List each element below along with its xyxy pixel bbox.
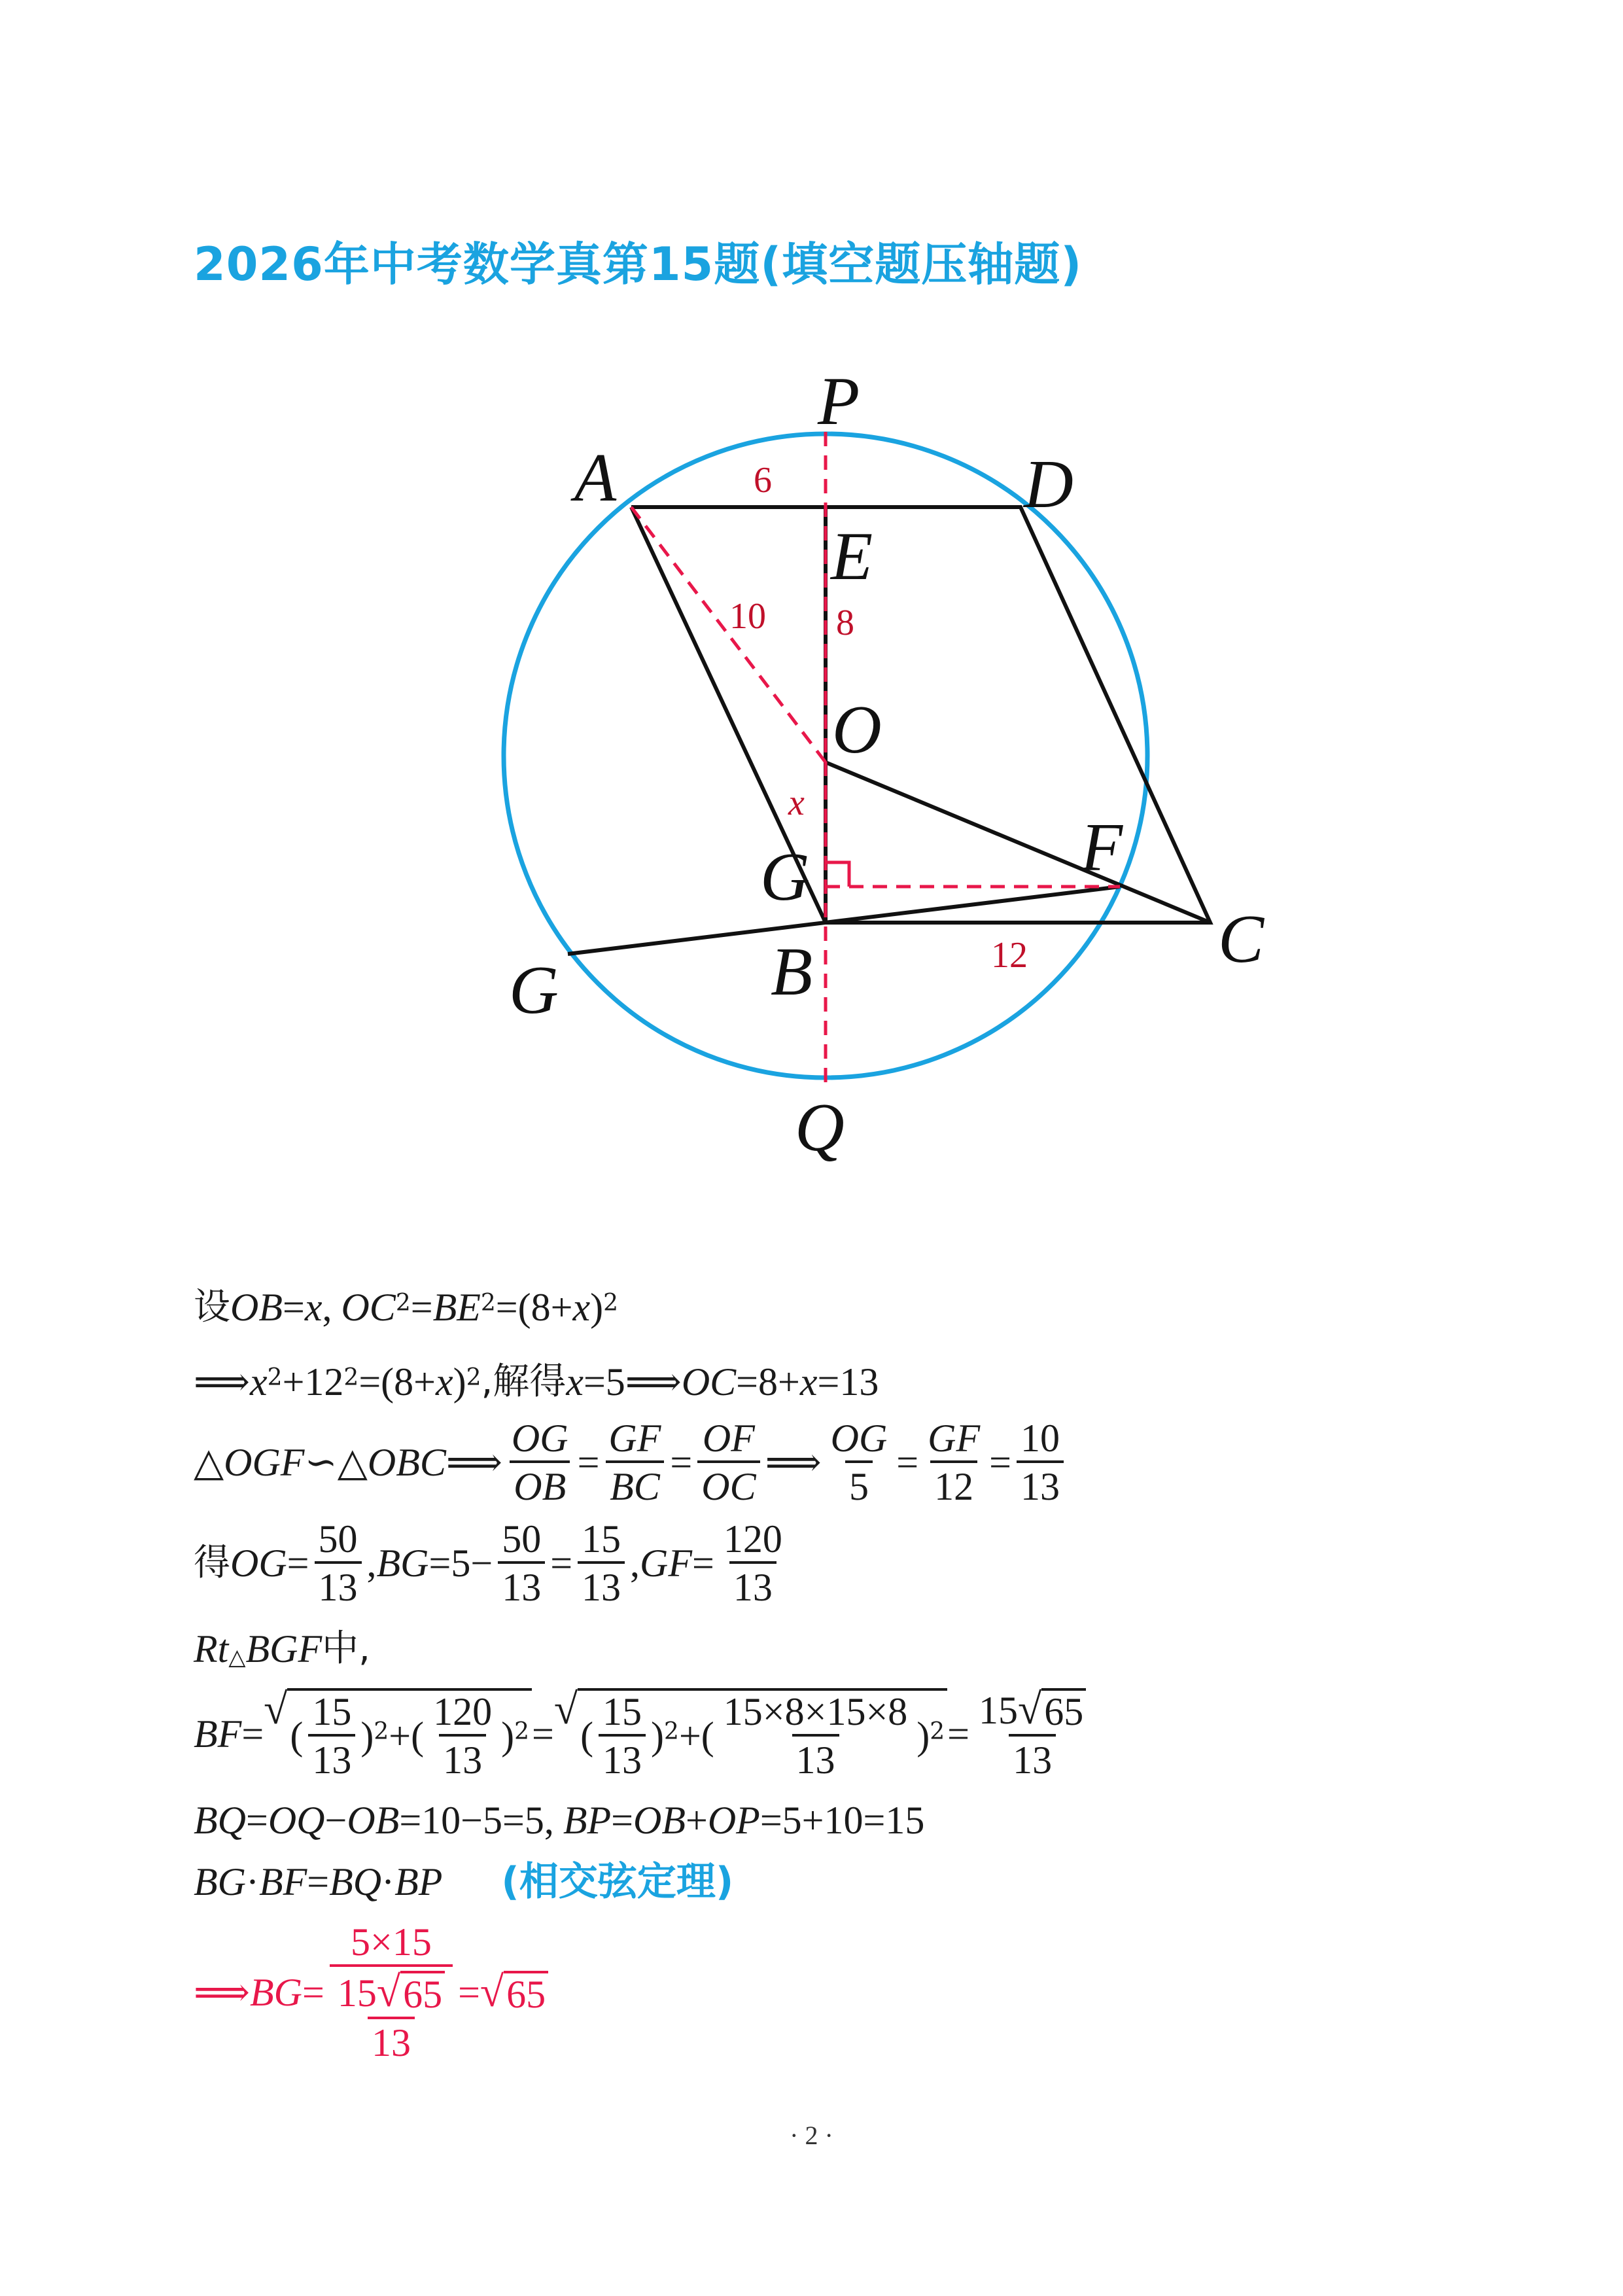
solution-line-9: ⟹ BG = 5×15 15 √ 65 13 = √ 65 xyxy=(194,1922,548,2062)
label-D: D xyxy=(1024,446,1073,522)
measure-BC: 12 xyxy=(991,935,1028,976)
parallelogram-ABCD xyxy=(631,507,1210,923)
label-G-inner: G xyxy=(760,838,810,915)
page-number: · 2 · xyxy=(790,2121,833,2150)
label-B: B xyxy=(771,933,813,1010)
measure-AO: 10 xyxy=(729,596,766,637)
solution-line-6: BF = √ ( $\frac{15}{13}$ ) $^2$ +( $\frac{120}{13}$ ) $^2$ = √ ( $\frac{15}{13}$ ) $^2$ +( $\frac{15\times 8\times 15\times 8}{13}$ ) $^2$ = 15 √ 65 13 xyxy=(194,1688,1095,1780)
theorem-note: (相交弦定理) xyxy=(501,1859,734,1905)
label-F: F xyxy=(1081,809,1123,885)
measure-EO: 8 xyxy=(836,603,854,643)
solution-line-5: Rt △ BGF 中, xyxy=(194,1627,370,1670)
label-G-outer: G xyxy=(509,951,559,1028)
solution-line-1: 设 OB = x , OC $^2$ = BE $^2$ =(8+ x ) $^2$ xyxy=(194,1286,618,1329)
label-C: C xyxy=(1218,900,1265,977)
solution-line-8: BG · BF = BQ · BP (相交弦定理) xyxy=(194,1859,734,1905)
chord-GF xyxy=(568,887,1120,954)
dashed-AO xyxy=(631,507,826,762)
solution-line-3: △OGF∽△OBC⟹ $\frac{OG}{OB}$ = $\frac{GF}{BC}$ = $\frac{OF}{OC}$ ⟹ $\frac{OG}{5}$ = $\frac{GF}{12}$ = $\frac{10}{13}$ xyxy=(194,1419,1069,1506)
right-angle-mark xyxy=(826,862,849,887)
label-P: P xyxy=(818,362,860,439)
label-O: O xyxy=(832,691,882,768)
page-title: 2026年中考数学真第15题(填空题压轴题) xyxy=(194,238,1083,291)
label-Q: Q xyxy=(795,1089,845,1165)
label-A: A xyxy=(574,439,617,516)
solution-line-7: BQ = OQ − OB =10−5=5, BP = OB + OP =5+10=15 xyxy=(194,1799,925,1842)
label-E: E xyxy=(831,518,873,594)
measure-OB: x xyxy=(788,783,805,823)
measure-AE: 6 xyxy=(754,460,772,501)
solution-line-4: 得 OG = $\frac{50}{13}$ , BG =5− $\frac{50}{13}$ = $\frac{15}{13}$ , GF = $\frac{120}{13}$ xyxy=(194,1517,782,1609)
solution-line-2: ⟹ x $^2$ +12 $^2$ =(8+ x ) $^2$ ,解得 x =5⟹ OC =8+ x =13 xyxy=(194,1360,879,1404)
